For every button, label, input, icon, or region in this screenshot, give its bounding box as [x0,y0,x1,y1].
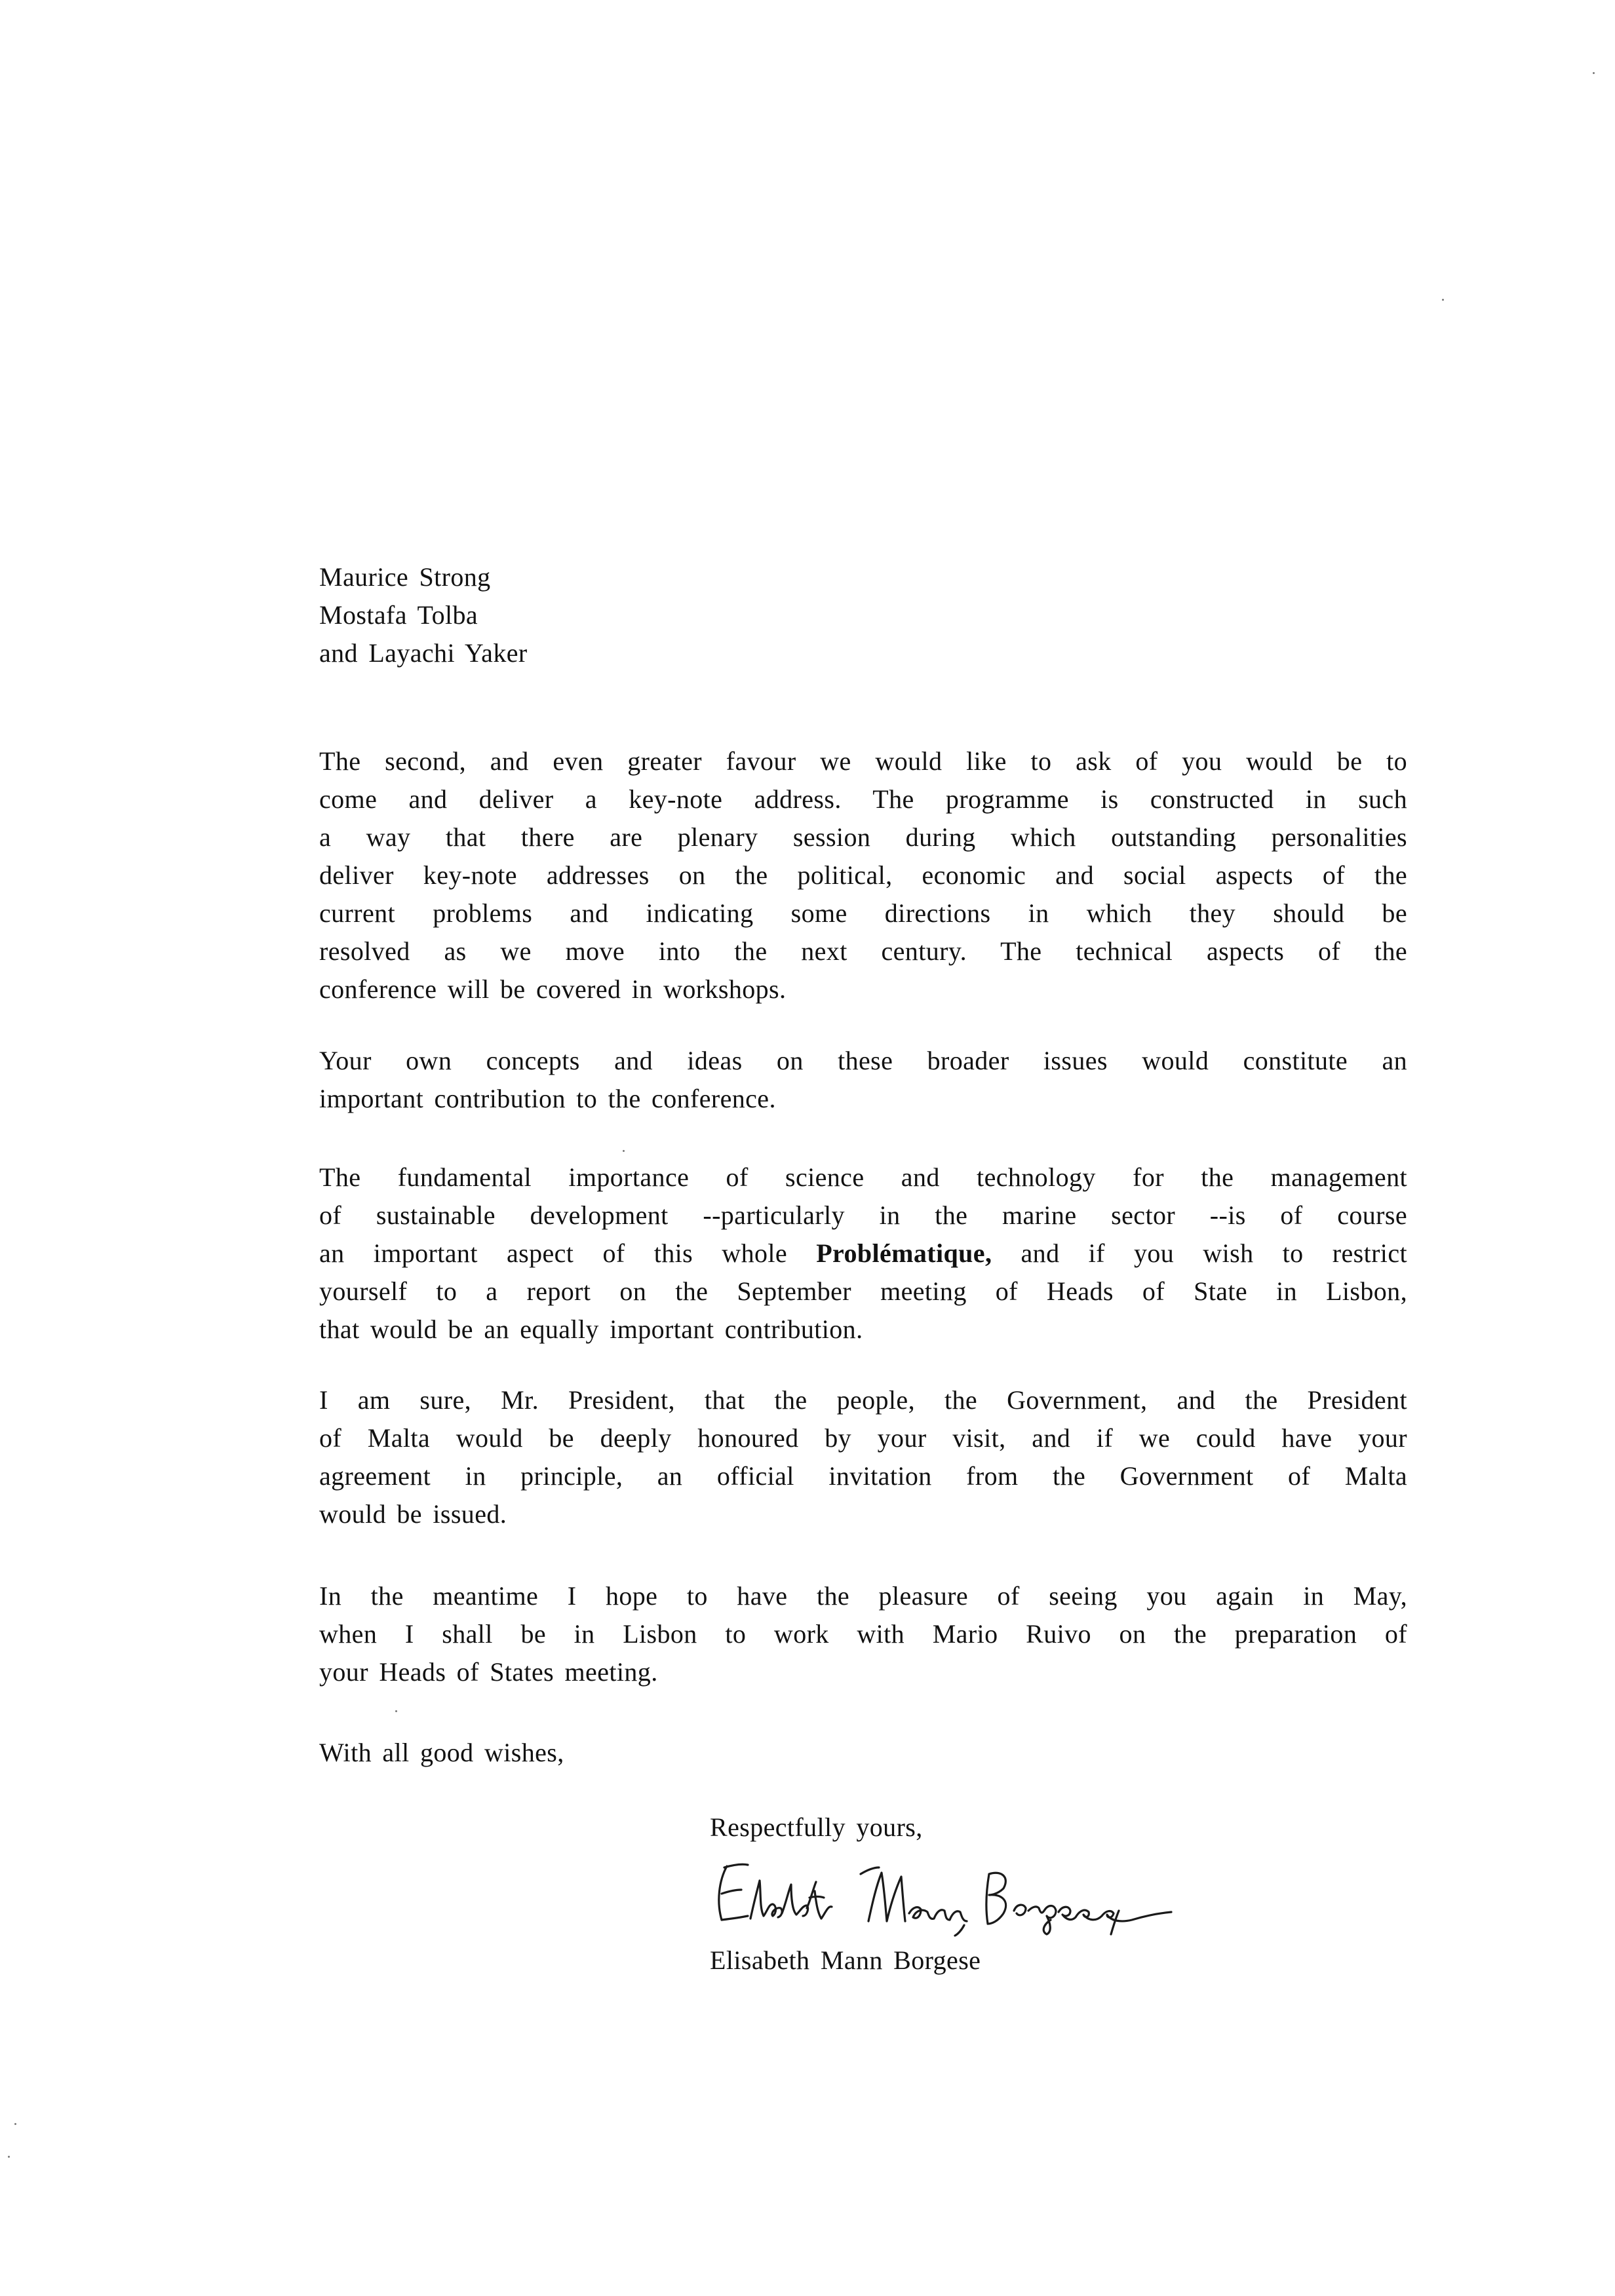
paragraph-malta [319,1381,1407,1533]
paragraph-keynote-request [319,742,1407,1008]
paragraph-line: deliver key-note addresses on the political, economic and social aspects of the [319,860,1407,890]
recipients-block [319,558,1407,672]
paragraph-line: a way that there are plenary session during which outstanding personalities [319,822,1407,852]
text-run: and if you wish to restrict [992,1238,1407,1268]
closing-line [319,1734,1407,1772]
scan-speck [623,1150,625,1152]
paragraph-line: I am sure, Mr. President, that the people, the Government, and the President [319,1385,1407,1415]
paragraph-line: current problems and indicating some directions in which they should be [319,898,1407,928]
paragraph-line: Your own concepts and ideas on these broader issues would constitute an [319,1046,1407,1075]
paragraph-line: The second, and even greater favour we would like to ask of you would be to [319,746,1407,776]
recipient-line: and Layachi Yaker [319,638,528,668]
emphasized-term: Problématique, [816,1238,992,1268]
paragraph-line: come and deliver a key-note address. The programme is constructed in such [319,784,1407,814]
valediction [710,1808,923,1846]
paragraph-line: The fundamental importance of science and technology for the management [319,1162,1407,1192]
closing-text: With all good wishes, [319,1738,564,1767]
signer-name: Elisabeth Mann Borgese [710,1945,981,1975]
paragraph-line: that would be an equally important contribution. [319,1314,863,1344]
text-run: an important aspect of this whole [319,1238,817,1268]
handwritten-signature [705,1848,1177,1940]
paragraph-science-technology [319,1158,1407,1349]
paragraph-line: of Malta would be deeply honoured by your visit, and if we could have your [319,1423,1407,1453]
paragraph-line: your Heads of States meeting. [319,1657,658,1687]
scan-speck [8,2156,10,2158]
scan-speck [1593,72,1595,74]
paragraph-line: agreement in principle, an official invitation from the Government of Malta [319,1461,1407,1491]
paragraph-line: yourself to a report on the September meeting of Heads of State in Lisbon, [319,1276,1407,1306]
scan-speck [1442,299,1444,301]
scan-speck [395,1710,397,1712]
paragraph-line: when I shall be in Lisbon to work with Mario Ruivo on the preparation of [319,1619,1407,1649]
paragraph-concepts [319,1042,1407,1118]
paragraph-line [319,1234,1407,1272]
valediction-text: Respectfully yours, [710,1812,923,1842]
scan-speck [14,2123,16,2125]
paragraph-line: would be issued. [319,1499,507,1529]
paragraph-line: resolved as we move into the next century. The technical aspects of the [319,936,1407,966]
paragraph-meantime [319,1577,1407,1691]
recipient-line: Mostafa Tolba [319,600,478,630]
paragraph-line: important contribution to the conference. [319,1084,776,1113]
paragraph-line: In the meantime I hope to have the pleasure of seeing you again in May, [319,1581,1407,1611]
paragraph-line: conference will be covered in workshops. [319,974,787,1004]
recipient-line: Maurice Strong [319,562,491,592]
paragraph-line: of sustainable development --particularly in the marine sector --is of course [319,1200,1407,1230]
